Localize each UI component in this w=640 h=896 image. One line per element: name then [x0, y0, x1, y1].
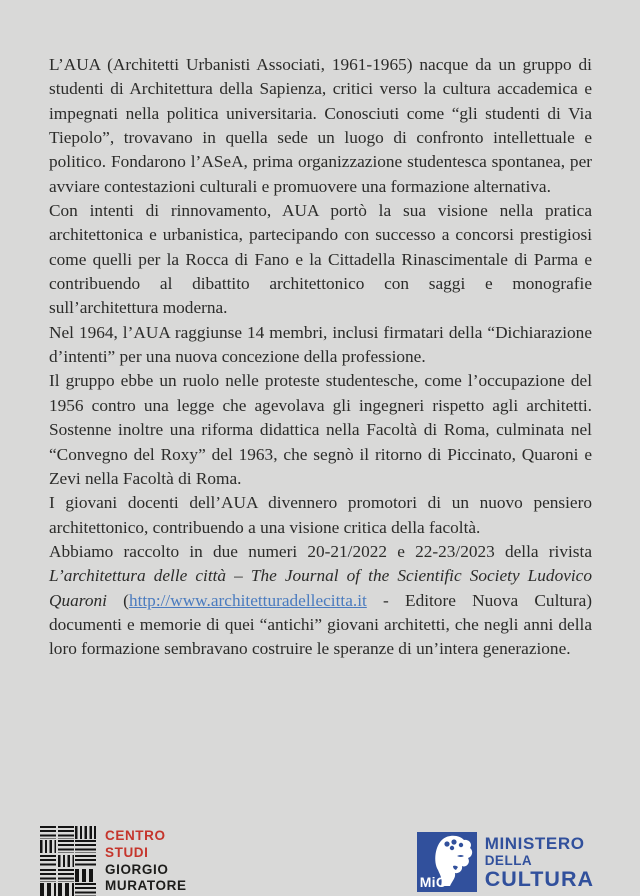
paragraph-renewal: Con intenti di rinnovamento, AUA portò la sua visione nella pratica architettonica e urbanistica, partecipando con successo a concorsi prestigiosi come quelli per la Rocca di Fano e la Cittadella Rinascimentale di Parma e contribuendo al dibattito architettonico con saggi e monografie sull’architettura moderna. [49, 201, 592, 318]
article-body [49, 53, 592, 662]
ministero-line-3: CULTURA [484, 867, 594, 891]
journal-website-link[interactable]: http://www.architetturadellecitta.it [128, 590, 367, 610]
centro-studi-line-4: MURATORE [105, 878, 187, 894]
ministero-line-1: MINISTERO [484, 834, 585, 853]
paragraph-closing [49, 540, 592, 662]
closing-lead-text: Abbiamo raccolto in due numeri 20-21/2022 e 22-23/2023 della rivista [49, 541, 592, 561]
paragraph-aua-origins: L’AUA (Architetti Urbanisti Associati, 1961-1965) nacque da un gruppo di studenti di Architettura della Sapienza, critici verso la cultura accademica e impegnati nella politica universitaria. Conosciuti come “gli studenti di Via Tiepolo”, trovavano in quella sede un luogo di confronto intellettuale e politico. Fondarono l’ASeA, prima organizzazione studentesca spontanea, per avviare contestazioni culturali e promuovere una formazione alternativa. [49, 55, 592, 196]
centro-studi-line-3: GIORGIO [105, 861, 169, 877]
closing-tail-text: - Editore Nuova Cultura) documenti e memorie di quei “antichi” giovani architetti, che negli anni della loro formazione sembravano costruire le speranze di un’intera generazione. [49, 590, 592, 659]
journal-title-text: L’architettura delle città – The Journal of the Scientific Society Ludovico Quaroni [49, 566, 592, 610]
centro-studi-line-1: CENTRO [105, 828, 166, 843]
mic-badge [417, 832, 477, 892]
centro-studi-wordmark [105, 826, 187, 896]
centro-studi-logo [40, 826, 187, 896]
centro-studi-mark-icon [40, 826, 96, 896]
paragraph-young-professors: I giovani docenti dell’AUA divennero promotori di un nuovo pensiero architettonico, contribuendo a una visione critica della facoltà. [49, 493, 592, 537]
mic-badge-label: MiC [419, 874, 447, 890]
ministero-cultura-logo [417, 826, 594, 892]
ministero-wordmark [485, 826, 594, 892]
ministero-line-2: DELLA [484, 853, 533, 868]
paragraph-members-1964: Nel 1964, l’AUA raggiunse 14 membri, inclusi firmatari della “Dichiarazione d’intenti” per una nuova concezione della professione. [49, 322, 592, 367]
paragraph-student-protests: Il gruppo ebbe un ruolo nelle proteste studentesche, come l’occupazione del 1956 contro una legge che agevolava gli ingegneri rispetto agli architetti. Sostenne inoltre una riforma didattica nella Facoltà di Roma, culminata nel “Convegno del Roxy” del 1963, che segnò il ritorno di Piccinato, Quaroni e Zevi nella Facoltà di Roma. [49, 371, 592, 488]
centro-studi-line-2: STUDI [105, 844, 149, 860]
footer-logos [0, 826, 640, 896]
pre-link-text: ( [106, 590, 129, 610]
